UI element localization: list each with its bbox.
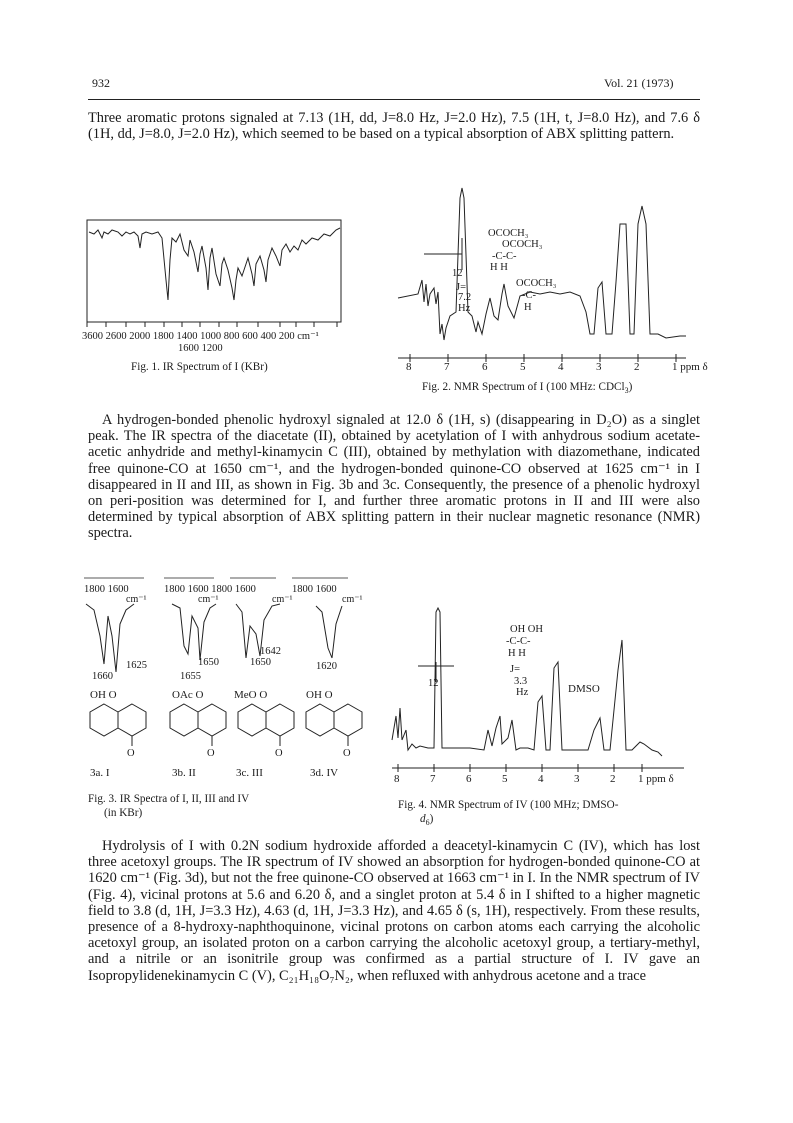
svg-text:4: 4	[558, 361, 564, 373]
fig3-compound-d: 3d. IV	[310, 767, 339, 779]
page-number: 932	[92, 76, 110, 90]
fig2-nmr-spectrum	[390, 184, 708, 400]
paragraph-hydrogen-bonded: A hydrogen-bonded phenolic hydroxyl signaled at 12.0 δ (1H, s) (disappearing in D₂O) as a singlet peak. The IR spectra of the diacetate (II), obtained by acetylation of I with anhydrous sodium acetate-acetic anhydride and methyl-kinamycin C (III), obtained by methylation with diazomethane, indicated free quinone-CO at 1650 cm⁻¹, and the hydrogen-bonded quinone-CO observed at 1625 cm⁻¹ in I disappeared in II and III, as shown in Fig. 3b and 3c. Consequently, the presence of a phenolic hydroxyl on peri-position was determined for I, and further three aromatic protons in II and III were also determined by typical absorption of ABX splitting pattern in their nuclear magnetic resonance (NMR) spectra.	[88, 412, 700, 542]
fig4-axis-unit: 1 ppm δ	[638, 773, 674, 785]
fig4-substituent: OH OH	[510, 624, 543, 635]
fig2-ticks: 8	[406, 361, 412, 373]
volume-info: Vol. 21 (1973)	[604, 76, 674, 90]
svg-text:3: 3	[574, 773, 580, 785]
fig4-dmso-label: DMSO	[568, 683, 600, 695]
svg-text:2: 2	[610, 773, 616, 785]
fig3-struct-label-a: OH O	[90, 689, 117, 701]
svg-text:8: 8	[394, 773, 400, 785]
fig3-compound-c: 3c. III	[236, 767, 263, 779]
svg-text:4: 4	[538, 773, 544, 785]
svg-text:O: O	[275, 748, 283, 759]
fig1-axis-upper: 3600 2600 2000 1800 1400 1000 800 600 400 200 cm⁻¹	[82, 331, 319, 342]
svg-text:6: 6	[466, 773, 472, 785]
fig3-struct-label-d: OH O	[306, 689, 333, 701]
fig3-axis-a: 1800 1600	[84, 584, 129, 595]
fig3-axis-b: 1800 1600 1800 1600	[164, 584, 256, 595]
svg-text:-C-C-: -C-C-	[492, 251, 517, 262]
fig3-axis-c: 1800 1600	[292, 584, 337, 595]
fig2-caption: Fig. 2. NMR Spectrum of I (100 MHz: CDCl$_3$)	[422, 381, 633, 395]
fig4-j-label: J=	[510, 664, 521, 675]
fig2-j-unit: Hz	[458, 303, 471, 314]
svg-text:cm⁻¹: cm⁻¹	[272, 594, 293, 605]
svg-text:7: 7	[430, 773, 436, 785]
fig3-caption-2: (in KBr)	[104, 807, 143, 819]
fig2-j-value: 7.2	[458, 292, 472, 303]
svg-text:1655: 1655	[180, 671, 201, 682]
fig2-coupling-span: 12	[452, 268, 463, 279]
svg-text:cm⁻¹: cm⁻¹	[198, 594, 219, 605]
fig2-substituent-a: OCOCH₃	[488, 228, 529, 239]
fig3-ir-spectra	[80, 576, 385, 828]
fig3-struct-label-c: MeO O	[234, 689, 268, 701]
svg-text:1650: 1650	[250, 657, 271, 668]
svg-text:1660: 1660	[92, 671, 113, 682]
fig3-compound-a: 3a. I	[90, 767, 110, 779]
fig2-axis-unit: 1 ppm δ	[672, 361, 708, 373]
svg-text:3: 3	[596, 361, 602, 373]
svg-text:O: O	[343, 748, 351, 759]
svg-text:O: O	[127, 748, 135, 759]
svg-text:1620: 1620	[316, 661, 337, 672]
header-rule	[88, 99, 700, 100]
fig3-structures	[90, 704, 362, 746]
svg-text:6: 6	[482, 361, 488, 373]
fig1-axis-lower: 1600 1200	[178, 343, 223, 354]
fig4-j-value: 3.3	[514, 676, 528, 687]
fig1-caption: Fig. 1. IR Spectrum of I (KBr)	[131, 361, 268, 373]
fig3-struct-label-b: OAc O	[172, 689, 204, 701]
svg-text:1642: 1642	[260, 646, 281, 657]
fig1-ir-spectrum	[82, 210, 392, 382]
svg-text:1625: 1625	[126, 660, 147, 671]
fig3-compound-b: 3b. II	[172, 767, 196, 779]
fig4-j-unit: Hz	[516, 687, 529, 698]
svg-text:H: H	[524, 302, 532, 313]
svg-text:2: 2	[634, 361, 640, 373]
svg-text:5: 5	[520, 361, 526, 373]
svg-text:7: 7	[444, 361, 450, 373]
fig3-caption: Fig. 3. IR Spectra of I, II, III and IV	[88, 793, 250, 805]
fig2-j-label: J=	[456, 282, 467, 293]
svg-text:O: O	[207, 748, 215, 759]
fig4-caption-2: $d_6$)	[420, 813, 434, 826]
paragraph-abx-protons: Three aromatic protons signaled at 7.13 (1H, dd, J=8.0 Hz, J=2.0 Hz), 7.5 (1H, t, J=8.0 Hz), and 7.6 δ (1H, dd, J=8.0, J=2.0 Hz), which seemed to be based on a typical absorption of ABX splitting pattern.	[88, 110, 700, 143]
fig4-nmr-spectrum	[388, 590, 706, 826]
svg-text:H H: H H	[508, 648, 526, 659]
fig2-substituent-c: OCOCH₃	[516, 278, 557, 289]
fig3-unit-a: cm⁻¹	[126, 594, 147, 605]
fig2-substituent-b: OCOCH₃	[502, 239, 543, 250]
svg-text:-C-C-: -C-C-	[506, 636, 531, 647]
svg-text:cm⁻¹: cm⁻¹	[342, 594, 363, 605]
svg-text:5: 5	[502, 773, 508, 785]
paragraph-hydrolysis: Hydrolysis of I with 0.2N sodium hydroxide afforded a deacetyl-kinamycin C (IV), which has lost three acetoxyl groups. The IR spectrum of IV showed an absorption for hydrogen-bonded quinone-CO at 1620 cm⁻¹ (Fig. 3d), but not the free quinone-CO observed at 1663 cm⁻¹ in I. In the NMR spectrum of IV (Fig. 4), vicinal protons at 5.6 and 6.20 δ, and a singlet proton at 5.4 δ in I shifted to a higher magnetic field to 3.8 (d, 1H, J=3.3 Hz), 4.63 (d, 1H, J=3.3 Hz), and 4.65 δ (s, 1H), respectively. From these results, presence of a 8-hydroxy-naphthoquinone, vicinal protons on carbon atoms each carrying the alcoholic acetoxyl group, an isolated proton on a carbon carrying the alcoholic acetoxyl group, a tertiary-methyl, and a nitrile or an isonitrile group was confirmed as a partial structure of I. IV gave an Isopropylidenekinamycin C (V), C₂₁H₁₈O₇N₂, when refluxed with anhydrous acetone and a trace	[88, 838, 700, 984]
svg-text:H H: H H	[490, 262, 508, 273]
fig4-span: 12	[428, 678, 439, 689]
svg-text:1650: 1650	[198, 657, 219, 668]
fig4-caption: Fig. 4. NMR Spectrum of IV (100 MHz; DMSO-	[398, 799, 619, 811]
svg-text:-C-: -C-	[522, 290, 536, 301]
